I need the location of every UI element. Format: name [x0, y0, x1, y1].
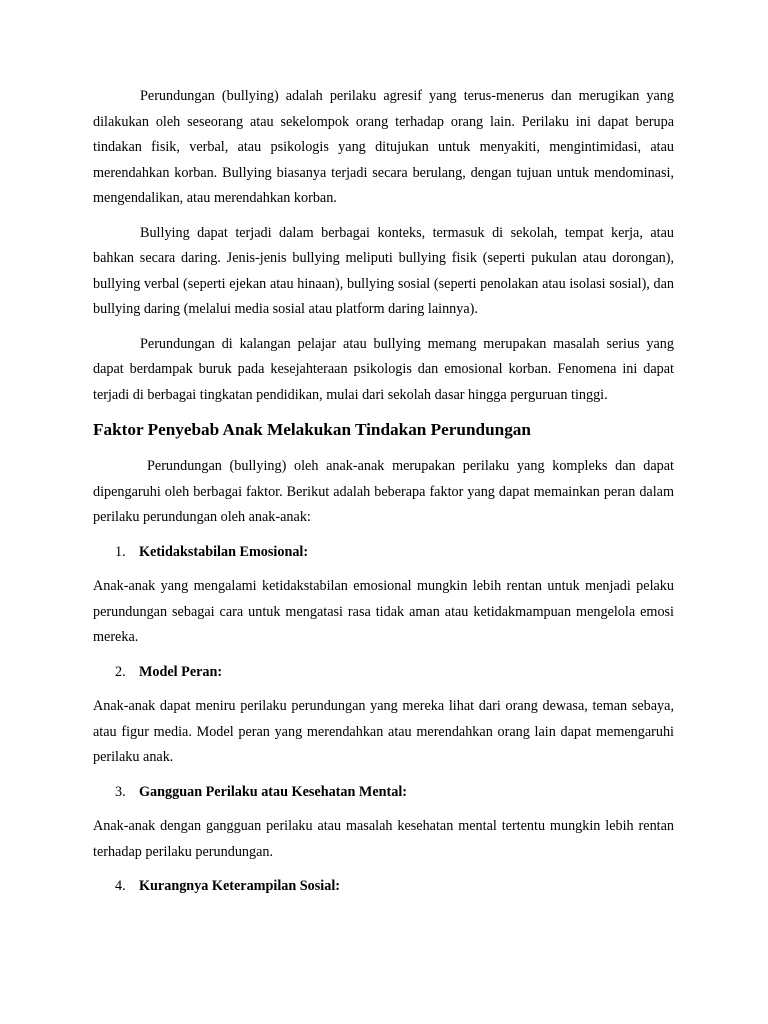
- list-item-4: [93, 874, 674, 900]
- list-title: Model Peran:: [139, 663, 223, 680]
- list-item-1-body: Anak-anak yang mengalami ketidakstabilan emosional mungkin lebih rentan untuk menjadi pelaku perundungan sebagai cara untuk mengatasi rasa tidak aman atau ketidakmampuan mengelola emosi mereka.: [93, 578, 674, 645]
- list-number: 2.: [115, 663, 126, 680]
- paragraph-definition: Perundungan (bullying) adalah perilaku agresif yang terus-menerus dan merugikan yang dilakukan oleh seseorang atau sekelompok orang terhadap orang lain. Perilaku ini dapat berupa tindakan fisik, verbal, atau psikologis yang ditujukan untuk menyakiti, mengintimidasi, atau merendahkan korban. Bullying biasanya terjadi secara berulang, dengan tujuan untuk mendominasi, mengendalikan, atau merendahkan korban.: [93, 88, 674, 206]
- list-item-1: [93, 540, 674, 566]
- list-title: Kurangnya Keterampilan Sosial:: [139, 878, 341, 894]
- list-item-3-body: Anak-anak dengan gangguan perilaku atau masalah kesehatan mental tertentu mungkin lebih rentan terhadap perilaku perundungan.: [93, 818, 674, 860]
- document-page: [93, 84, 674, 909]
- list-item-2: [93, 660, 674, 686]
- section-intro: Perundungan (bullying) oleh anak-anak merupakan perilaku yang kompleks dan dapat dipengaruhi oleh berbagai faktor. Berikut adalah beberapa faktor yang dapat memainkan peran dalam perilaku perundungan oleh anak-anak:: [93, 458, 674, 525]
- list-number: 4.: [115, 878, 126, 894]
- list-title: Gangguan Perilaku atau Kesehatan Mental:: [139, 783, 407, 800]
- list-item-3: [93, 780, 674, 806]
- section-heading: Faktor Penyebab Anak Melakukan Tindakan Perundungan: [93, 420, 531, 439]
- paragraph-students: Perundungan di kalangan pelajar atau bullying memang merupakan masalah serius yang dapat berdampak buruk pada kesejahteraan psikologis dan emosional korban. Fenomena ini dapat terjadi di berbagai tingkatan pendidikan, mulai dari sekolah dasar hingga perguruan tinggi.: [93, 335, 674, 403]
- list-item-2-body: Anak-anak dapat meniru perilaku perundungan yang mereka lihat dari orang dewasa, teman sebaya, atau figur media. Model peran yang merendahkan atau merendahkan orang lain dapat memengaruhi perilaku anak.: [93, 698, 674, 765]
- list-title: Ketidakstabilan Emosional:: [139, 543, 309, 560]
- list-number: 3.: [115, 783, 126, 800]
- list-number: 1.: [115, 543, 126, 560]
- paragraph-contexts: Bullying dapat terjadi dalam berbagai konteks, termasuk di sekolah, tempat kerja, atau bahkan secara daring. Jenis-jenis bullying meliputi bullying fisik (seperti pukulan atau dorongan), bullying verbal (seperti ejekan atau hinaan), bullying sosial (seperti penolakan atau isolasi sosial), dan bullying daring (melalui media sosial atau platform daring lainnya).: [93, 224, 674, 317]
